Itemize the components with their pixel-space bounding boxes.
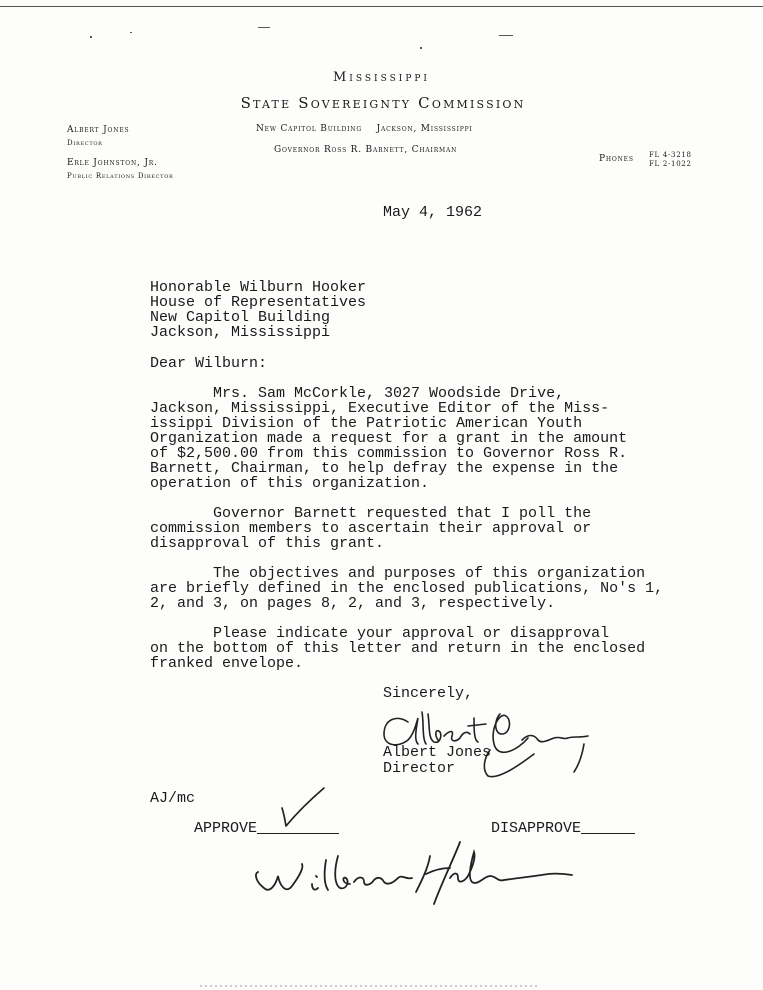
paragraph-line: Barnett, Chairman, to help defray the expense in the [150,460,619,477]
recipient-line: Honorable Wilburn Hooker [150,279,367,296]
scan-speck [130,32,132,33]
paragraph-line: Mrs. Sam McCorkle, 3027 Woodside Drive, [150,385,565,402]
paragraph-line: are briefly defined in the enclosed publications, No's 1, [150,580,664,597]
scan-speck [420,47,422,49]
scan-speck [90,36,92,38]
signer-name: Albert Jones [383,744,492,761]
paragraph-line: The objectives and purposes of this organization [150,565,646,582]
wilburn-hooker-signature [246,838,576,910]
phone-number-2: FL 2-1022 [649,160,692,168]
director-name: Albert Jones [67,125,130,135]
top-scan-line [0,6,763,7]
body-paragraph-4 [150,626,650,671]
paragraph-line: Governor Barnett requested that I poll the [150,505,592,522]
letterhead-chairman: Governor Ross R. Barnett, Chairman [274,145,458,155]
letterhead-commission: State Sovereignty Commission [240,94,526,112]
body-paragraph-3 [150,565,664,612]
paragraph-line: disapproval of this grant. [150,535,385,552]
paragraph-line: Please indicate your approval or disapproval [150,625,610,642]
recipient-line: Jackson, Mississippi [150,324,331,341]
disapprove-line[interactable] [581,833,635,834]
paragraph-line: Organization made a request for a grant in the amount [150,430,628,447]
paragraph-line: of $2,500.00 from this commission to Governor Ross R. [150,445,628,462]
letterhead-address: New Capitol Building Jackson, Mississippi [256,124,473,134]
bottom-scan-dots [0,984,763,988]
pr-director-title: Public Relations Director [67,172,174,180]
phones-label: Phones [599,154,634,164]
closing: Sincerely, [383,685,474,702]
body-paragraph-2 [150,506,650,551]
paragraph-line: commission members to ascertain their approval or [150,520,592,537]
recipient-line: House of Representatives [150,294,367,311]
typist-initials: AJ/mc [150,790,196,807]
letter-date: May 4, 1962 [383,204,483,221]
paragraph-line: 2, and 3, on pages 8, 2, and 3, respectively. [150,595,556,612]
approve-line[interactable] [257,833,339,834]
recipient-line: New Capitol Building [150,309,331,326]
approve-label: APPROVE [194,820,258,837]
pr-director-name: Erle Johnston, Jr. [67,158,158,168]
approve-checkmark [276,786,328,830]
paragraph-line: operation of this organization. [150,475,430,492]
letterhead-state: Mississippi [333,70,430,85]
signer-title: Director [383,760,456,777]
salutation: Dear Wilburn: [150,355,268,372]
paragraph-line: franked envelope. [150,655,304,672]
director-title: Director [67,139,103,147]
phone-number-1: FL 4-3218 [649,151,692,159]
paragraph-line: Jackson, Mississippi, Executive Editor of the Miss- [150,400,610,417]
disapprove-label: DISAPPROVE [491,820,582,837]
scan-speck [258,27,270,28]
scan-speck [499,35,513,36]
paragraph-line: on the bottom of this letter and return in the enclosed [150,640,646,657]
paragraph-line: issippi Division of the Patriotic American Youth [150,415,583,432]
body-paragraph-1 [150,386,650,491]
